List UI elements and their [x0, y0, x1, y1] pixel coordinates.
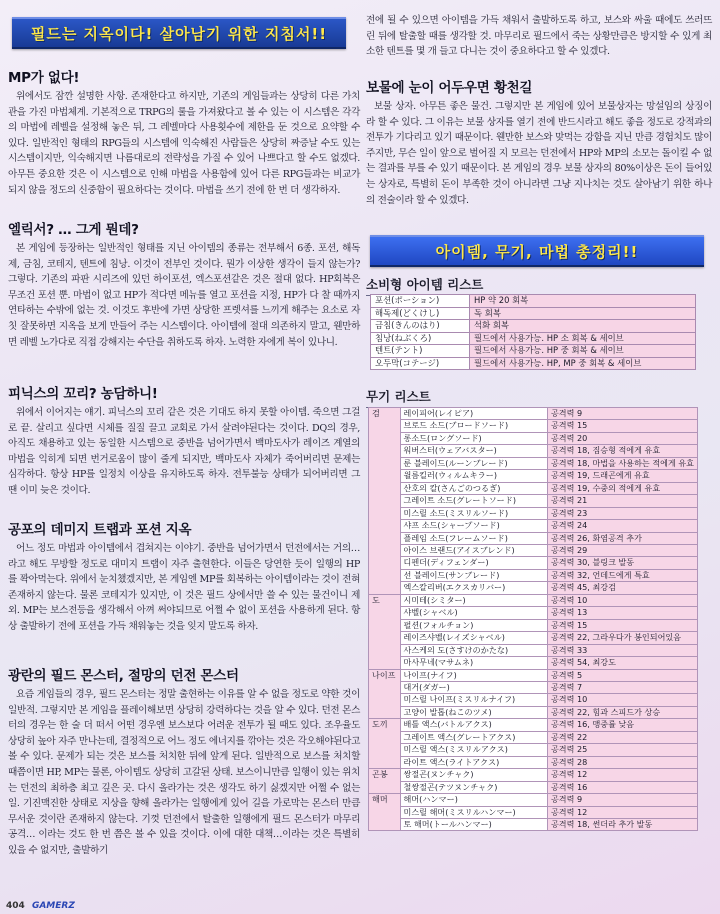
table-row	[371, 295, 696, 308]
weapon-name: 배틀 액스(バトルアクス)	[400, 719, 547, 731]
left-banner-text: 필드는 지옥이다! 살아남기 위한 지침서!!	[30, 24, 328, 43]
right-banner-text: 아이템, 무기, 마법 총정리!!	[435, 242, 639, 261]
weapon-effect: 공격력 29	[547, 544, 697, 556]
weapon-effect: 공격력 16, 맹중률 낮음	[547, 719, 697, 731]
table-row	[369, 694, 698, 706]
item-effect: 독 회복	[470, 307, 696, 320]
weapon-name: 시미테(シミター)	[400, 594, 547, 606]
weapon-category: 도	[369, 594, 401, 669]
section-title: 보물에 눈이 어두우면 황천길	[366, 80, 533, 96]
section-elixir	[8, 218, 360, 350]
weapon-name: 펄션(フォルチョン)	[400, 619, 547, 631]
weapon-name: 사스케의 도(さすけのかたな)	[400, 644, 547, 656]
weapon-name: 그레이트 소드(グレートソード)	[400, 495, 547, 507]
weapon-effect: 공격력 5	[547, 669, 697, 681]
weapon-effect: 공격력 26, 화염공격 추가	[547, 532, 697, 544]
weapon-name: 미스릴 해머(ミスリルハンマー)	[400, 806, 547, 818]
weapon-effect: 공격력 12	[547, 806, 697, 818]
section-treasure	[366, 76, 712, 208]
weapon-effect: 공격력 24	[547, 520, 697, 532]
weapon-effect: 공격력 22	[547, 731, 697, 743]
weapon-effect: 공격력 25	[547, 744, 697, 756]
weapon-effect: 공격력 10	[547, 694, 697, 706]
table-row	[369, 569, 698, 581]
section-body: 보물 상자. 아무튼 좋은 물건. 그렇지만 본 게임에 있어 보물상자는 망설임의 상징이라 할 수 있다. 그 이유는 보물 상자를 열기 전에 반드시라고 해도 좋을 정도로 강적과의 전투가 기다리고 있기 때문이다. 웬만한 보스와 맞먹는 강함을 지닌 만큼 경험치도 많이 주지만, 무슨 일이 앞으로 벌어질 지 모르는 던전에서 HP와 MP의 소모는 돌이킬 수 없는 결과를 부를 수 있기 때문이다. 본 게임의 경우 보물 상자의 80%이상은 돈이 들어있는 상자로, 특별히 돈이 부족한 것이 아니라면 그냥 지나치는 것도 살아남기 위한 하나의 전술이라 할 수 있겠다.	[366, 101, 712, 206]
weapon-category: 해머	[369, 794, 401, 831]
weapon-effect: 공격력 32, 언데드에게 특효	[547, 569, 697, 581]
weapon-effect: 공격력 12	[547, 769, 697, 781]
item-effect: 석화 회복	[470, 320, 696, 333]
table-row	[369, 470, 698, 482]
table-row	[369, 408, 698, 420]
weapon-effect: 공격력 54, 최강도	[547, 657, 697, 669]
weapon-name: 레이피어(レイピア)	[400, 408, 547, 420]
item-name: 텐트(テント)	[371, 345, 470, 358]
item-name: 금침(きんのはり)	[371, 320, 470, 333]
section-body: 위에서도 잠깐 설명한 사항. 존재한다고 하지만, 기존의 게임들과는 상당히 다른 가치관을 가진 마법체계. 기본적으로 TRPG의 룰을 가져왔다고 볼 수 있는 이 시스템은 각각의 마법에 레벨을 설정해 놓은 뒤, 그 레벨마다 사용횟수에 제한을 둔 것으로 요약할 수 있다. 일반적인 형태의 RPG들의 시스템에 익숙해진 사람들은 상당히 짜증날 수도 있는 시스템이지만, 익숙해지면 나름대로의 전략성을 가질 수 있어 나쁘다고 할 수도 없겠다. 아무튼 중요한 것은 이 시스템으로 인해 마법을 사용함에 있어 다른 RPG들과는 비교가 되지 않을 정도의 신중함이 필요하다는 것이다. 마법을 쓰기 전에 한 번 더 생각하자.	[8, 91, 360, 196]
weapon-effect: 공격력 10	[547, 594, 697, 606]
weapon-effect: 공격력 9	[547, 794, 697, 806]
table-row	[369, 794, 698, 806]
weapon-name: 해머(ハンマー)	[400, 794, 547, 806]
weapon-name: 고양이 발톱(ねこのツメ)	[400, 706, 547, 718]
table-row	[369, 769, 698, 781]
table-row	[369, 632, 698, 644]
weapon-category: 곤봉	[369, 769, 401, 794]
weapon-name: 미스릴 액스(ミスリルアクス)	[400, 744, 547, 756]
weapon-name: 미스릴 나이프(ミスリルナイフ)	[400, 694, 547, 706]
weapon-name: 플레임 소드(フレームソード)	[400, 532, 547, 544]
table-row	[371, 345, 696, 358]
item-effect: 필드에서 사용가능. HP, MP 중 회복 & 세이브	[470, 357, 696, 370]
weapon-name: 미스릴 소드(ミスリルソード)	[400, 507, 547, 519]
item-name: 해독제(どくけし)	[371, 307, 470, 320]
weapon-effect: 공격력 18, 썬더라 추가 발동	[547, 818, 697, 830]
weapon-effect: 공격력 22, 힘과 스피드가 상승	[547, 706, 697, 718]
table-row	[369, 582, 698, 594]
table-row	[369, 520, 698, 532]
section-body: 본 게임에 등장하는 일반적인 형태를 지닌 아이템의 종류는 전부해서 6종. 포션, 해독제, 금침, 코테지, 텐트에 침낭. 이것이 전부인 것이다. 뭔가 이상한 생각이 들지 않는가? 그렇다. 기존의 파판 시리즈에 있던 하이포션, 엑스포션같은 것은 절대 없다. HP회복은 무조건 포션 뿐. 마법이 없고 HP가 적다면 메뉴를 열고 포션을 지정, HP가 다 찰 때까지 연타하는 수밖에 없는 것. 이것도 후반에 가면 상당한 프렛셔를 느끼게 해주는 요소로 자칫 잘못하면 지옥을 보게 만들어 주는 시스템이다. 아이템에 절대 의존하지 말고, 웬만하면 레벨 노가다로 직접 강해지는 수단을 취하도록 하자. 노력한 자에게 복이 있나니.	[8, 243, 360, 348]
section-title: 광란의 필드 몬스터, 절망의 던전 몬스터	[8, 668, 239, 684]
weapon-effect: 공격력 33	[547, 644, 697, 656]
table-row	[369, 507, 698, 519]
weapon-effect: 공격력 28	[547, 756, 697, 768]
left-banner	[12, 17, 346, 49]
weapon-name: 그레이트 액스(グレートアクス)	[400, 731, 547, 743]
table-row	[369, 482, 698, 494]
consumables-table	[370, 294, 696, 370]
weapon-name: 선 블레이드(サンブレード)	[400, 569, 547, 581]
table-row	[371, 307, 696, 320]
weapon-name: 샤프 소드(シャープソード)	[400, 520, 547, 532]
table-row	[369, 594, 698, 606]
weapon-name: 쌍절곤(ヌンチャク)	[400, 769, 547, 781]
section-trap	[8, 518, 360, 635]
table-row	[369, 681, 698, 693]
weapon-name: 디펜더(ディフェンダー)	[400, 557, 547, 569]
table-row	[369, 495, 698, 507]
right-intro	[366, 13, 712, 60]
table-row	[371, 332, 696, 345]
weapon-effect: 공격력 45, 최강검	[547, 582, 697, 594]
weapon-effect: 공격력 15	[547, 420, 697, 432]
weapon-name: 마사무네(マサムネ)	[400, 657, 547, 669]
weapons-title: 무기 리스트	[366, 387, 516, 408]
weapon-effect: 공격력 30, 블링크 발동	[547, 557, 697, 569]
intro-text: 전에 될 수 있으면 아이템을 가득 채워서 출발하도록 하고, 보스와 싸울 때에도 쓰러뜨린 뒤에 탈출할 때를 생각할 것. 마무리로 필드에서 죽는 상황만큼은 방지할 수 있게 최소한 텐트를 몇 개 들고 다니는 것이 중요하다고 할 수 있겠다.	[366, 15, 712, 58]
page-footer	[6, 901, 75, 911]
table-row	[369, 619, 698, 631]
weapon-effect: 공격력 18, 짐승형 적에게 유효	[547, 445, 697, 457]
weapon-effect: 공격력 13	[547, 607, 697, 619]
item-effect: HP 약 20 회복	[470, 295, 696, 308]
consumables-title: 소비형 아이템 리스트	[366, 275, 516, 296]
table-row	[369, 756, 698, 768]
item-name: 포션(ポーション)	[371, 295, 470, 308]
weapons-table	[368, 407, 698, 831]
weapon-name: 룬 블레이드(ルーンブレード)	[400, 457, 547, 469]
item-effect: 필드에서 사용가능. HP 소 회복 & 세이브	[470, 332, 696, 345]
magazine-logo: GAMERZ	[31, 901, 75, 911]
table-row	[369, 719, 698, 731]
section-body: 요즘 게임들의 경우, 필드 몬스터는 정말 출현하는 이유를 알 수 없을 정도로 약한 것이 일반적. 그렇지만 본 게임을 플레이해보면 상당히 강력하다는 것을 알 수 있다. 던전 몬스터의 경우는 한 술 더 떠서 어떤 경우엔 보스보다 어려운 전투가 될 때도 있다. 조우율도 상당히 높아 자주 만나는데, 결정적으로 어느 정도 에너지를 깎아는 것은 각오해야된다고 볼 수 있다. 문제가 되는 것은 보스를 처치한 뒤에 앞게 된다. 일반적으로 보스를 처치할 때쯤이면 HP, MP는 물론, 아이템도 상당히 고갈된 상태. 보스이니만큼 일행이 있는 위치는 던전의 최하층 최고 깊은 곳. 다시 올라가는 것은 생각도 하기 싫겠지만 어쩔 수 없는 일. 기진맥진한 상태로 지상을 향해 올라가는 일행에게 있어 길을 가로막는 몬스터 만큼 무서운 것이란 존재하지 않는다. 기껏 던전에서 탈출한 일행에게 필드 몬스터가 마무리 공격… 이라는 것도 한 번 쯤은 볼 수 있을 것이다. 이에 대한 대책…이라는 것은 특별히 있을 수 없지만, 출발하기	[8, 689, 360, 856]
weapon-name: 엑스칼리버(エクスカリバー)	[400, 582, 547, 594]
section-phoenix	[8, 382, 360, 499]
weapon-name: 대거(ダガー)	[400, 681, 547, 693]
table-row	[369, 432, 698, 444]
table-row	[369, 544, 698, 556]
weapon-effect: 공격력 7	[547, 681, 697, 693]
table-row	[369, 644, 698, 656]
table-row	[369, 657, 698, 669]
section-body: 위에서 이어지는 얘기. 피닉스의 꼬리 같은 것은 기대도 하지 못할 아이템. 죽으면 그걸로 끝. 살리고 싶다면 시체를 질질 끌고 교회로 가서 살려야된다는 것이다. DQ의 경우, 아직도 채용하고 있는 동일한 시스템으로 중반을 넘어가면서 백마도사가 레이즈 계열의 마법을 익히게 되면 번거로움이 많이 줄게 되지만, 백마도사 자체가 죽어버리면 문제는 심각하다. 항상 HP를 일정치 이상을 유지하도록 하자. 전투불능 상태가 되어버리면 그 땐 이미 늦은 것이다.	[8, 407, 360, 496]
weapon-effect: 공격력 21	[547, 495, 697, 507]
table-row	[369, 607, 698, 619]
section-mp	[8, 66, 360, 198]
table-row	[371, 320, 696, 333]
weapon-effect: 공격력 20	[547, 432, 697, 444]
right-banner	[370, 235, 704, 267]
weapon-name: 롱소드(ロングソード)	[400, 432, 547, 444]
table-row	[369, 706, 698, 718]
weapon-category: 도끼	[369, 719, 401, 769]
section-title: 엘릭서? … 그게 뭔데?	[8, 222, 139, 238]
table-row	[369, 420, 698, 432]
weapon-effect: 공격력 15	[547, 619, 697, 631]
weapon-effect: 공격력 23	[547, 507, 697, 519]
section-title: MP가 없다!	[8, 70, 80, 86]
weapon-effect: 공격력 9	[547, 408, 697, 420]
table-row	[369, 806, 698, 818]
table-row	[369, 669, 698, 681]
weapon-name: 아이스 브랜드(アイスブレンド)	[400, 544, 547, 556]
weapon-name: 브로드 소드(ブロードソード)	[400, 420, 547, 432]
weapon-name: 라이트 액스(ライトアクス)	[400, 756, 547, 768]
weapon-name: 철쌍절곤(テツヌンチャク)	[400, 781, 547, 793]
table-row	[369, 731, 698, 743]
weapon-name: 레이즈샤벨(レイズシャベル)	[400, 632, 547, 644]
table-row	[369, 532, 698, 544]
weapon-name: 토 해머(トールハンマー)	[400, 818, 547, 830]
table-row	[369, 818, 698, 830]
weapon-category: 나이프	[369, 669, 401, 719]
weapon-effect: 공격력 16	[547, 781, 697, 793]
item-name: 오두막(コテージ)	[371, 357, 470, 370]
page-number: 404	[6, 901, 25, 911]
section-body: 어느 정도 마법과 아이템에서 겹쳐지는 이야기. 중반을 넘어가면서 던전에서는 거의… 라고 해도 무방할 정도로 대미지 트랩이 자주 출현한다. 이들은 당연한 듯이 일행의 HP를 꽉아먹는다. 위에서 눈치챘겠지만, 본 게임엔 MP를 회복하는 아이템이라는 것이 전혀 존재하지 않는다. 물론 코테지가 있지만, 이 것은 필드 상에서만 쓸 수 있는 물건이니 제외. MP는 보스전등을 생각해서 아껴 써야되므로 어쩔 수 없이 포션을 사용하게 된다. 항상 출발하기 전에 포션을 가득 채워놓는 것을 잊지 말도록 하자.	[8, 543, 360, 632]
weapon-name: 워버스터(ウェアバスター)	[400, 445, 547, 457]
weapon-name: 샤벨(シャベル)	[400, 607, 547, 619]
table-row	[369, 781, 698, 793]
item-effect: 필드에서 사용가능. HP 중 회복 & 세이브	[470, 345, 696, 358]
section-title: 피닉스의 꼬리? 농담하니!	[8, 386, 158, 402]
weapon-effect: 공격력 22, 그라우다가 봉인되어있음	[547, 632, 697, 644]
table-row	[369, 445, 698, 457]
section-monster	[8, 664, 360, 859]
table-row	[369, 744, 698, 756]
item-name: 침낭(ねぶくろ)	[371, 332, 470, 345]
table-row	[369, 457, 698, 469]
weapon-name: 산호의 칼(さんごのつるぎ)	[400, 482, 547, 494]
section-title: 공포의 데미지 트랩과 포션 지옥	[8, 522, 192, 538]
weapon-effect: 공격력 19, 드래곤에게 유효	[547, 470, 697, 482]
weapon-effect: 공격력 19, 수중의 적에게 유효	[547, 482, 697, 494]
table-row	[369, 557, 698, 569]
weapon-category: 검	[369, 408, 401, 595]
table-row	[371, 357, 696, 370]
weapon-effect: 공격력 18, 마법을 사용하는 적에게 유효	[547, 457, 697, 469]
weapon-name: 나이프(ナイフ)	[400, 669, 547, 681]
weapon-name: 윌름킬러(ウィルムキラー)	[400, 470, 547, 482]
